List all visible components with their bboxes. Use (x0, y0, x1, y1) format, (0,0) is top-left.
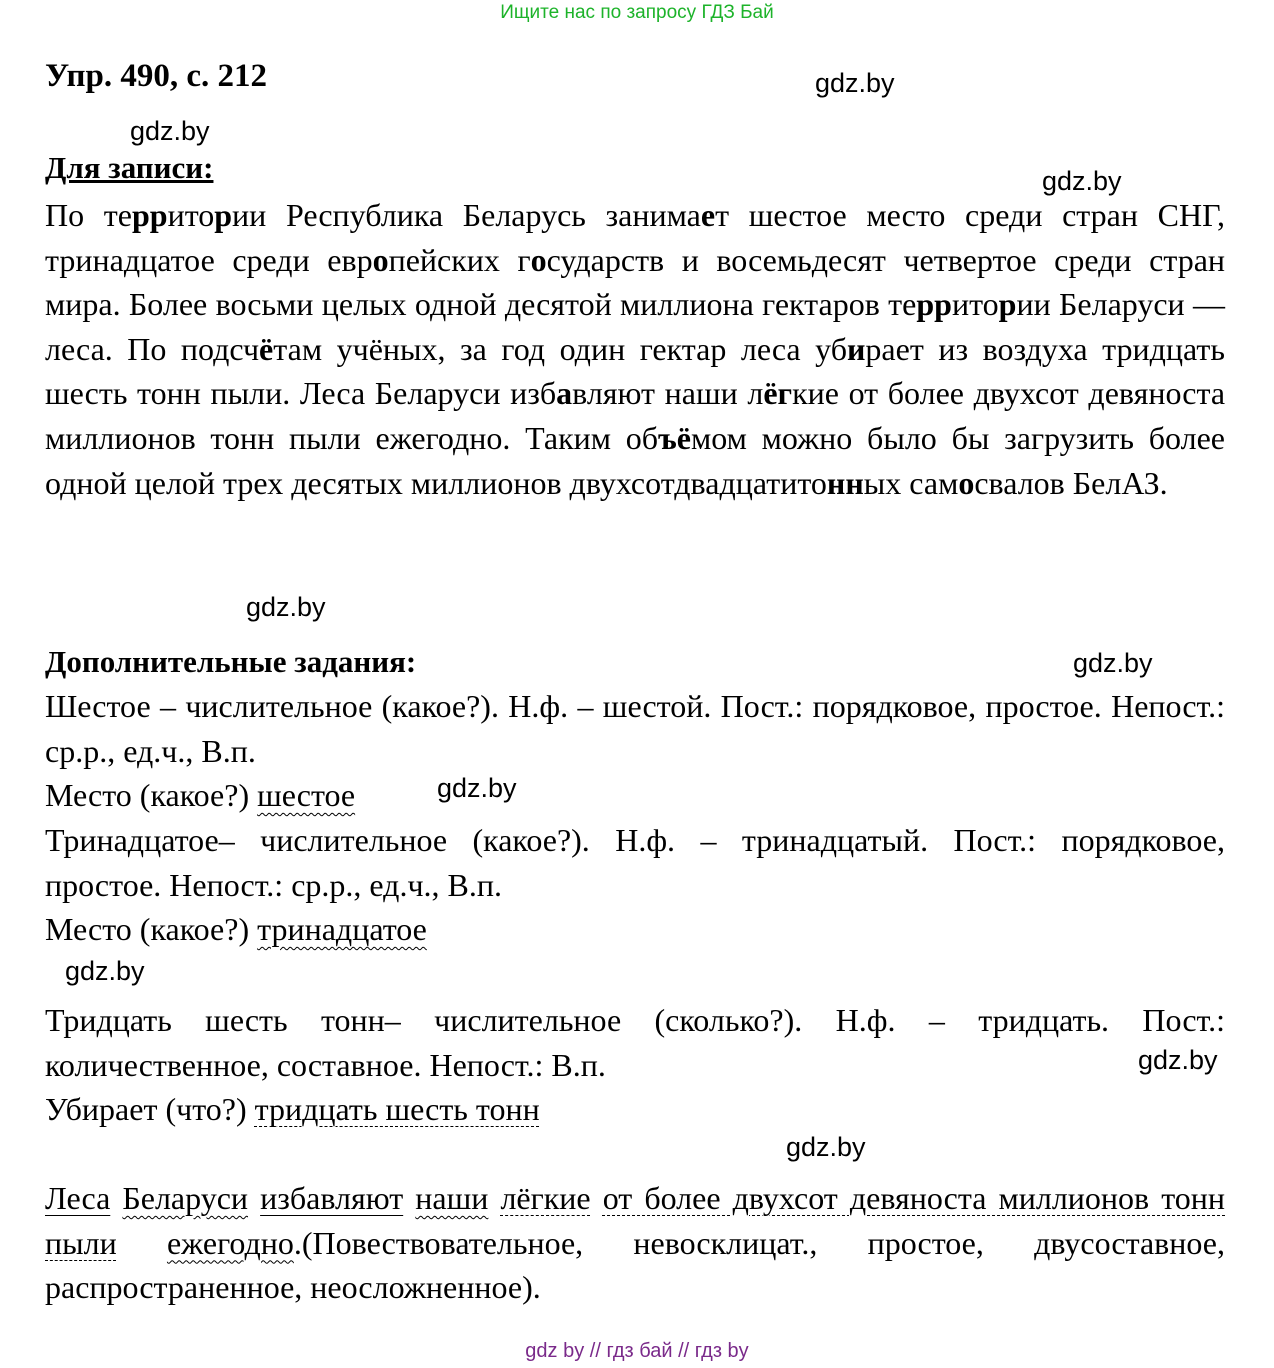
predicate: избавляют (260, 1180, 404, 1216)
highlighted-letters: о (372, 241, 389, 278)
text-run: сударств и восемьдесят четвертое среди стран мира. Более восьми целых одной десятой миллиона гектаров те (45, 241, 1226, 323)
highlighted-letters: ъё (658, 419, 691, 456)
watermark: gdz.by (130, 116, 210, 146)
analysis-characteristics: .(Повествовательное, невосклицат., простое, двусоставное, распространенное, неосложненное). (45, 1224, 1226, 1306)
watermark: gdz.by (1042, 166, 1122, 196)
sentence-analysis (45, 1176, 1225, 1310)
example-underlined: тридцать шесть тонн (254, 1091, 540, 1127)
watermark: gdz.by (65, 956, 145, 986)
text-run: рает из воздуха тридцать шесть тонн пыли. Леса Беларуси изб (45, 330, 1225, 412)
highlighted-letters: ё (763, 375, 778, 412)
task-numeral-shestoe: Шестое – числительное (какое?). Н.ф. – шестой. Пост.: порядковое, простое. Непост.: ср.р., ед.ч., В.п. (45, 688, 1225, 769)
text-run: По те (45, 197, 132, 233)
extra-tasks-heading: Дополнительные задания: (45, 644, 417, 679)
task-numeral-tridcat: Тридцать шесть тонн– числительное (сколько?). Н.ф. – тридцать. Пост.: количественное, составное. Непост.: В.п. (45, 1002, 1225, 1083)
watermark: gdz.by (815, 68, 895, 98)
watermark: gdz.by (246, 592, 326, 622)
highlighted-letters: е (700, 197, 716, 233)
object-phrase: от более двухсот девяноста миллионов тонн пыли (45, 1180, 1226, 1261)
text-run: кие от более двухсот девяноста миллионов тонн пыли ежегодно. Таким об (45, 375, 1226, 456)
watermark: gdz.by (786, 1132, 866, 1162)
text-run: ых сам (863, 464, 959, 501)
highlighted-letters: рр (916, 286, 952, 323)
text-run: ии Беларуси — леса. По подсч (45, 286, 1225, 367)
task-example-tridcat (45, 1087, 540, 1132)
highlighted-letters: а (556, 375, 573, 412)
example-underlined: шестое (257, 777, 356, 813)
record-heading: Для записи: (45, 150, 214, 185)
subject: Леса (45, 1180, 111, 1216)
text-run: там учёных, за год один гектар леса уб (273, 330, 847, 367)
watermark: gdz.by (437, 773, 517, 803)
example-word: Убирает (что?) (45, 1091, 255, 1127)
object: лёгкие (500, 1180, 591, 1216)
site-banner[interactable]: Ищите нас по запросу ГДЗ Бай (500, 2, 774, 23)
example-underlined: тринадцатое (257, 911, 427, 947)
text-run: вляют наши л (572, 375, 764, 412)
example-word: Место (какое?) (45, 911, 258, 947)
text-run: свалов БелАЗ. (974, 464, 1168, 501)
exercise-title: Упр. 490, с. 212 (45, 58, 268, 94)
subject-definition: Беларуси (122, 1180, 249, 1216)
footer-links[interactable]: gdz by // гдз бай // гдз by (525, 1340, 749, 1362)
example-word: Место (какое?) (45, 777, 258, 813)
text-run: мом можно было бы загрузить более одной целой трех десятых миллионов двухсотдвадцатито (45, 419, 1226, 501)
text-run: ии Республика Беларусь занима (232, 197, 701, 233)
highlighted-letters: р (214, 197, 233, 233)
adverbial: ежегодно (166, 1224, 294, 1261)
text-run: ито (167, 197, 215, 233)
highlighted-letters: нн (826, 464, 864, 501)
text-run: ито (951, 286, 999, 323)
task-numeral-trinadcatoe: Тринадцатое– числительное (какое?). Н.ф. – тринадцатый. Пост.: порядковое, простое. Непост.: ср.р., ед.ч., В.п. (45, 822, 1225, 903)
highlighted-letters: р (998, 286, 1017, 323)
highlighted-letters: г (777, 375, 793, 412)
text-run: пейских г (388, 241, 531, 278)
record-paragraph (45, 193, 1225, 505)
highlighted-letters: рр (131, 197, 168, 233)
highlighted-letters: и (846, 330, 866, 367)
text-run: т шестое место среди стран СНГ, тринадцатое среди евр (45, 197, 1226, 278)
watermark: gdz.by (1073, 648, 1153, 678)
watermark: gdz.by (1138, 1045, 1218, 1075)
highlighted-letters: ё (259, 330, 274, 367)
highlighted-letters: о (958, 464, 975, 501)
definition: наши (415, 1180, 489, 1216)
task-example-shestoe (45, 773, 355, 818)
task-example-trinadcatoe (45, 907, 427, 952)
highlighted-letters: о (530, 241, 547, 278)
